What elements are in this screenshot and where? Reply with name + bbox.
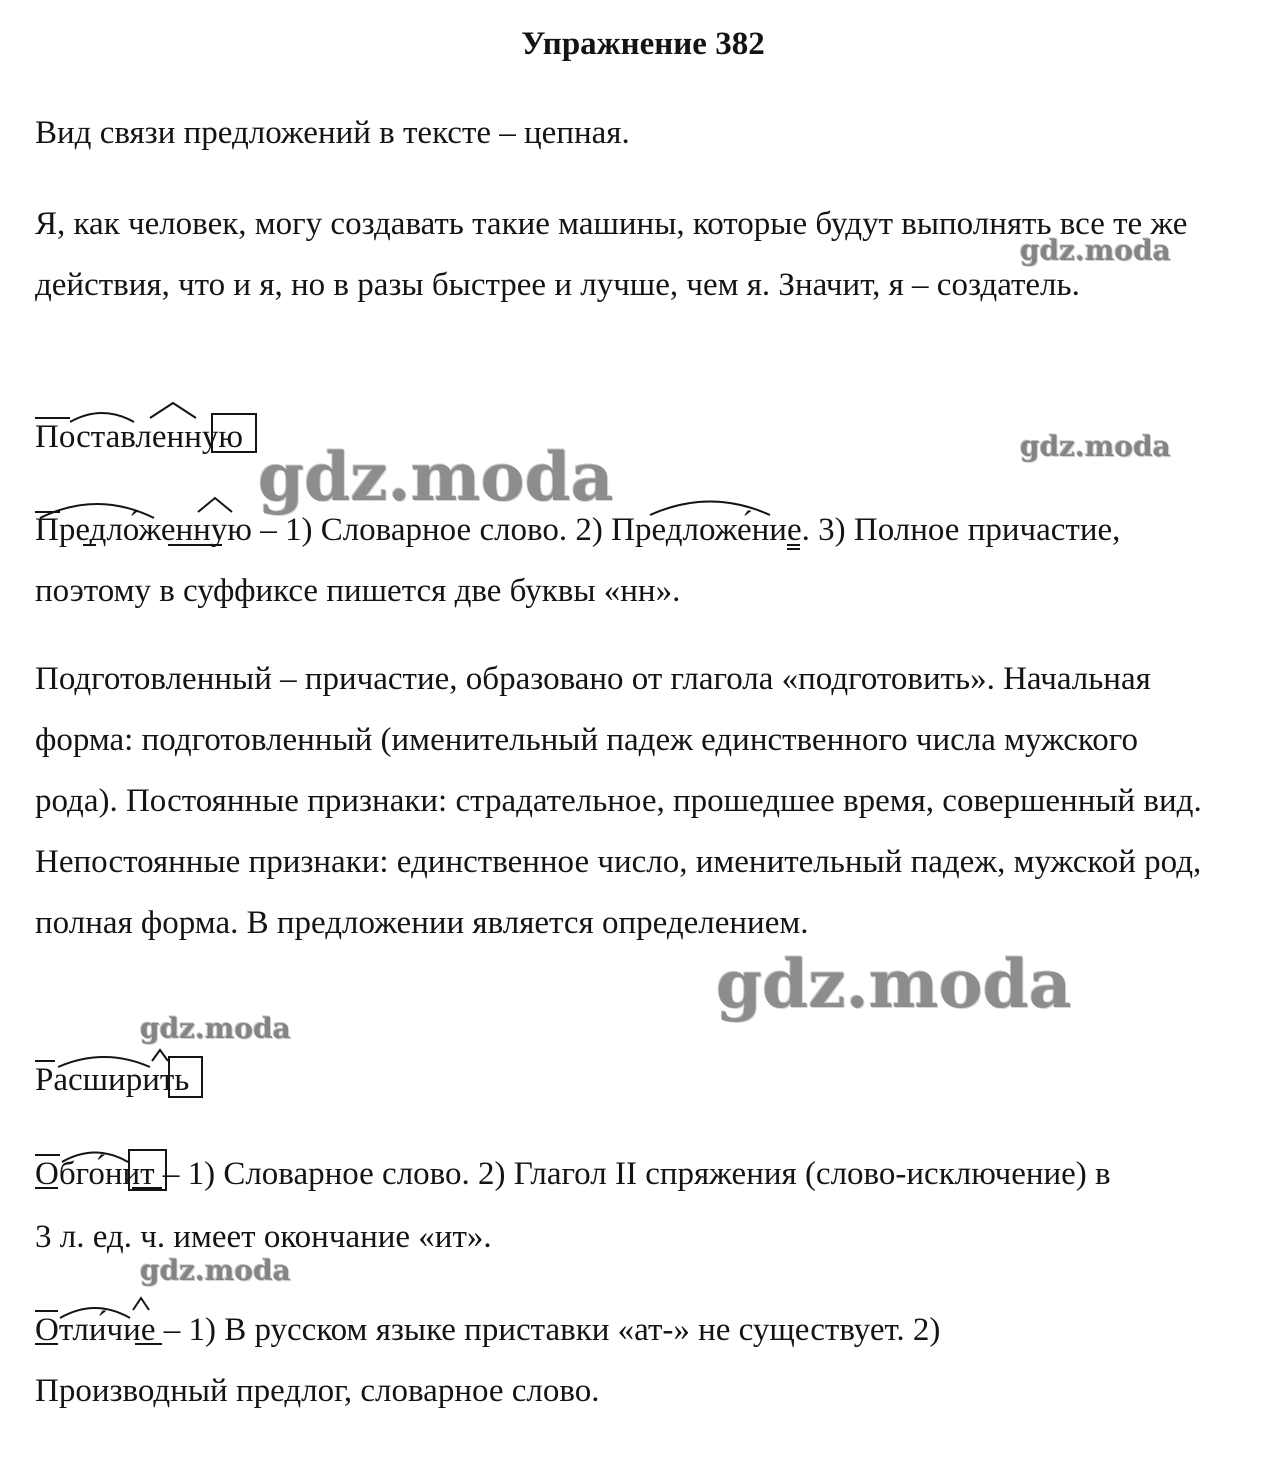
ending-box xyxy=(212,414,256,452)
ending-box xyxy=(129,1150,166,1190)
suffix-caret xyxy=(152,1050,168,1061)
watermark: gdz.moda xyxy=(140,1254,291,1287)
root-arc xyxy=(58,1057,150,1067)
word-text: Обго́нит xyxy=(35,1156,155,1192)
ending-box xyxy=(169,1057,202,1097)
suffix-caret xyxy=(198,498,232,512)
page-title: Упражнение 382 xyxy=(521,26,765,62)
paragraph-creator: Я, как человек, могу создавать такие машины, которые будут выполнять все те же действия, что и я, но в разы быстрее и лучше, чем я. Значит, я – создатель. xyxy=(35,206,1188,303)
paragraph-connection-type: Вид связи предложений в тексте – цепная. xyxy=(35,115,630,151)
analysis-line-2: 3 л. ед. ч. имеет окончание «ит». xyxy=(35,1219,492,1255)
watermark: gdz.moda xyxy=(140,1012,291,1045)
word-predlozhenie: Предложе́ние xyxy=(611,512,802,548)
root-arc xyxy=(650,502,770,516)
root-arc xyxy=(70,413,134,422)
analysis-text: – 1) В русском языке приставки «ат-» не существует. 2) xyxy=(155,1312,941,1348)
suffix-caret xyxy=(133,1298,149,1310)
suffix-caret xyxy=(150,403,196,418)
paragraph-morph-analysis: Подготовленный – причастие, образовано от глагола «подготовить». Начальная форма: подготовленный (именительный падеж единственного числа мужского рода). Постоянные признаки: страдательное, прошедшее время, совершенный вид. Непостоянные признаки: единственное число, именительный падеж, мужской род, полная форма. В предложении является определением. xyxy=(35,661,1202,941)
root-arc xyxy=(40,504,154,518)
analysis-text-2: . 3) Полное причастие, xyxy=(801,512,1121,548)
word-text: Отли́чие xyxy=(35,1312,156,1348)
analysis-line-2: поэтому в суффиксе пишется две буквы «нн». xyxy=(35,573,681,609)
watermark: gdz.moda xyxy=(1020,234,1171,267)
root-arc xyxy=(62,1153,128,1163)
analysis-line-2: Производный предлог, словарное слово. xyxy=(35,1373,600,1409)
word-text: Расширить xyxy=(35,1062,190,1098)
word-text: Предло́женную xyxy=(35,512,252,548)
watermark: gdz.moda xyxy=(258,438,614,516)
root-arc xyxy=(60,1308,130,1318)
watermark: gdz.moda xyxy=(716,945,1072,1023)
analysis-text: – 1) Словарное слово. 2) Глагол II спряжения (слово-исключение) в xyxy=(154,1156,1111,1192)
word-text: Поставленную xyxy=(35,419,244,455)
watermark: gdz.moda xyxy=(1020,430,1171,463)
analysis-text: – 1) Словарное слово. 2) xyxy=(251,512,612,548)
